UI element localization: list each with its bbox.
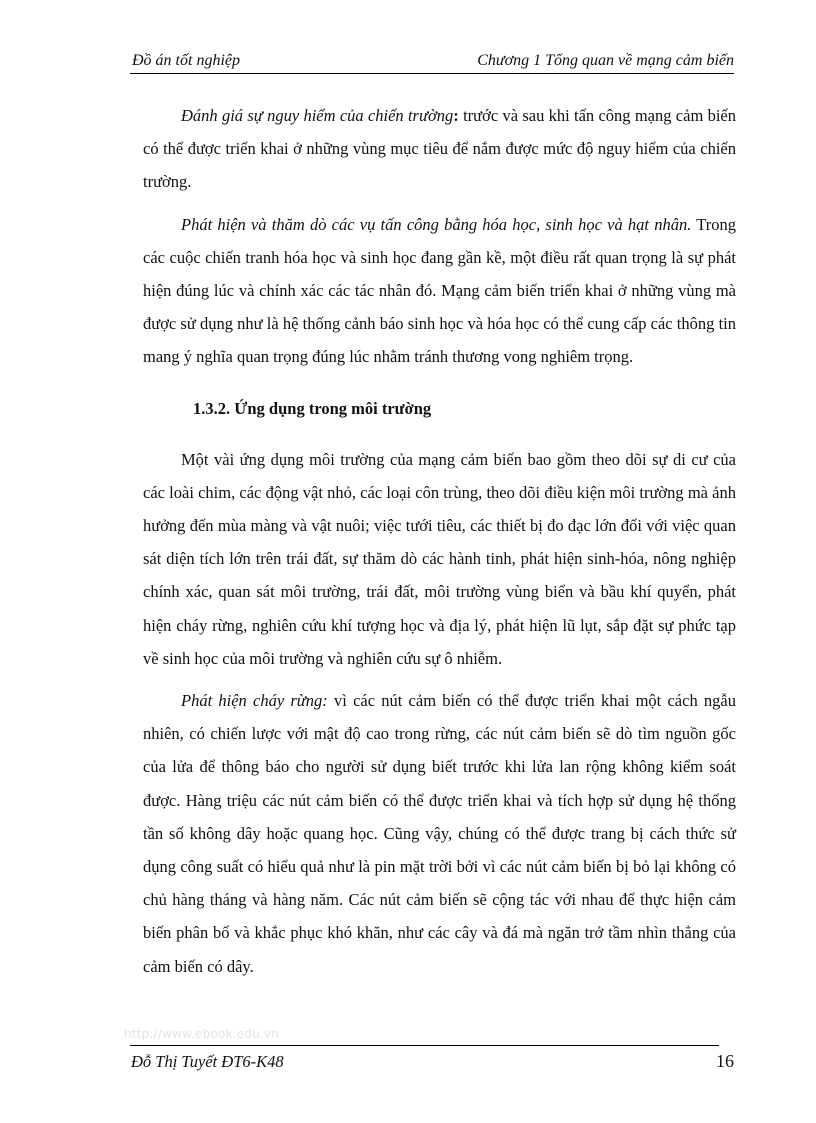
- watermark-url: http://www.ebook.edu.vn: [124, 1027, 280, 1041]
- page-header: [130, 50, 734, 72]
- header-document-type: Đồ án tốt nghiệp: [132, 52, 240, 69]
- paragraph-battlefield-assessment: [143, 99, 736, 199]
- term-forest-fire-detection: Phát hiện cháy rừng:: [181, 691, 328, 711]
- paragraph-text: trước và sau khi tấn công mạng cảm biến có thể được triển khai ở những vùng mục tiêu để nắm được mức độ nguy hiểm của chiến trường.: [143, 106, 736, 192]
- paragraph-text: Trong các cuộc chiến tranh hóa học và sinh học đang gần kề, một điều rất quan trọng là sự phát hiện đúng lúc và chính xác các tác nhân đó. Mạng cảm biến triển khai ở những vùng mà được sử dụng như là hệ thống cảnh báo sinh học và hóa học có thể cung cấp các thông tin mang ý nghĩa quan trọng đúng lúc nhằm tránh thương vong nghiêm trọng.: [143, 214, 736, 367]
- footer-divider: [130, 1045, 719, 1046]
- paragraph-text: vì các nút cảm biến có thể được triển khai một cách ngẫu nhiên, có chiến lược với mật độ cao trong rừng, các nút cảm biến sẽ dò tìm nguồn gốc của lửa để thông báo cho người sử dụng biết trước khi lửa lan rộng không kiểm soát được. Hàng triệu các nút cảm biến có thể được triển khai và tích hợp sử dụng hệ thống tần số không dây hoặc quang học. Cũng vậy, chúng có thể được trang bị cách thức sử dụng công suất có hiểu quả như là pin mặt trời bởi vì các nút cảm biến bị bỏ lại không có chủ hàng tháng và hàng năm. Các nút cảm biến sẽ cộng tác với nhau để thực hiện cảm biến phân bố và khắc phục khó khăn, như các cây và đá mà ngăn trở tầm nhìn thẳng của cảm biến có dây.: [143, 691, 736, 976]
- paragraph-attack-detection: [143, 208, 736, 374]
- term-colon: :: [453, 106, 459, 125]
- section-heading: 1.3.2. Ứng dụng trong môi trường: [193, 398, 432, 418]
- term-battlefield-assessment: Đánh giá sự nguy hiểm của chiến trường: [181, 106, 454, 125]
- paragraph-environment-applications: Một vài ứng dụng môi trường của mạng cảm biến bao gồm theo dõi sự di cư của các loài chim, các động vật nhỏ, các loại côn trùng, theo dõi điều kiện môi trường mà ảnh hưởng đến mùa màng và vật nuôi; việc tưới tiêu, các thiết bị đo đạc lớn đối với việc quan sát diện tích lớn trên trái đất, sự thăm dò các hành tinh, phát hiện sinh-hóa, nông nghiệp chính xác, quan sát môi trường, trái đất, môi trường vùng biển và bầu khí quyển, phát hiện cháy rừng, nghiên cứu khí tượng học và địa lý, phát hiện lũ lụt, sắp đặt sự phức tạp về sinh học của môi trường và nghiên cứu sự ô nhiễm.: [143, 449, 736, 668]
- header-chapter-title: Chương 1 Tổng quan về mạng cảm biến: [477, 52, 734, 69]
- page-body: [143, 99, 736, 983]
- term-attack-detection: Phát hiện và thăm dò các vụ tấn công bằng hóa học, sinh học và hạt nhân.: [181, 214, 692, 234]
- page-number: 16: [716, 1051, 734, 1071]
- footer-author: Đỗ Thị Tuyết ĐT6-K48: [131, 1052, 284, 1071]
- paragraph-forest-fire-detection: [143, 684, 736, 983]
- header-divider: [130, 73, 734, 74]
